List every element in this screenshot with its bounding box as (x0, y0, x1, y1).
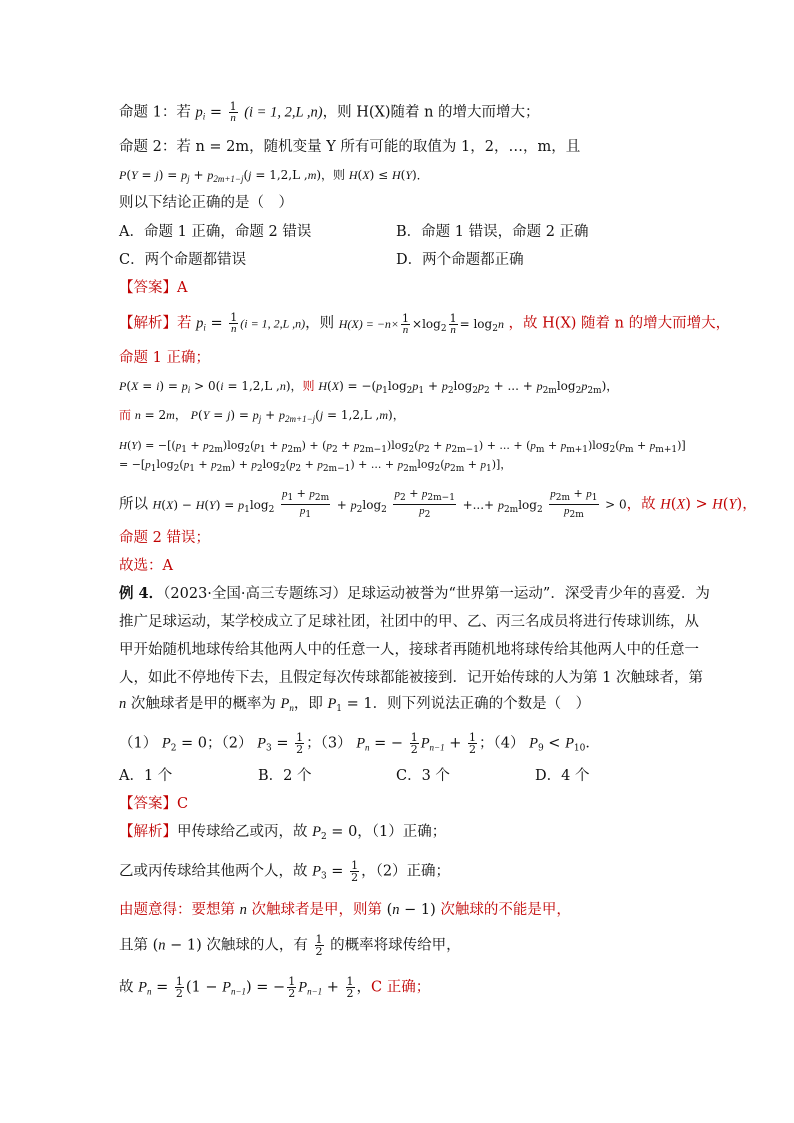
proposition-1: 命题 1：若 $p_i$ = $\frac{1}{n}$ (i = 1, 2,L ,n)，则 H(X)随着 n 的增大而增大； (119, 100, 540, 124)
analysis-1-line-9: 故选：A (119, 558, 173, 574)
option-b: B．命题 1 错误，命题 2 正确 (396, 224, 589, 240)
answer-2: 【答案】C (119, 796, 189, 812)
example-4-option-c: C．3 个 (396, 768, 450, 784)
example-4-line-3: 甲开始随机地球传给其他两人中的任意一人，接球者再随机地将球传给其他两人中的任意一 (119, 642, 699, 658)
option-c: C．两个命题都错误 (119, 252, 247, 268)
example-4-option-b: B．2 个 (258, 768, 312, 784)
analysis-1-line-8: 命题 2 错误； (119, 530, 210, 546)
example-4-line-2: 推广足球运动，某学校成立了足球社团，社团中的甲、乙、丙三名成员将进行传球训练，从 (119, 614, 699, 630)
analysis-1-line-7: 所以 $H(X) - H(Y) = p_1\log_2$ $\frac{p_1 + p_{2m}}{p_1}$ + $p_2\log_2$ $\frac{p_2 + p_{2m-1}}{p_2}$ +...+ $p_{2m}\log_2$ $\frac{p_{2m} + p_1}{p_{2m}}$ > 0，故 H(X) > H(Y)， (119, 487, 757, 520)
option-row-1 (119, 222, 311, 242)
example-4-line-1: 例 4．（2023·全国·高三专题练习）足球运动被誉为“世界第一运动”．深受青少年的喜爱．为 (119, 585, 710, 602)
analysis-1-line-2: 命题 1 正确； (119, 350, 210, 366)
question-text: 则以下结论正确的是（ ） (119, 195, 293, 211)
example-4-option-a: A．1 个 (119, 768, 173, 784)
analysis-2-line-1: 【解析】甲传球给乙或丙，故 $P_2 = 0$，（1）正确； (119, 824, 447, 842)
analysis-1-line-6: = $-[p_1\log_2(p_1 + p_{2m}) + p_2\log_2(p_2 + p_{2m-1})$ + ... + $p_{2m}\log_2(p_{2m} + p_1)$]， (119, 458, 512, 474)
analysis-1-line-3: $P(X = i) = p_i > 0(i = 1,2,L$ ,n)，则 $H(X) = -(p_1\log_2p_1 + p_2\log_2p_2$ + ... + $p_{2m}\log_2p_{2m}$)， (119, 379, 619, 396)
example-4-line-5: n 次触球者是甲的概率为 $P_n$，即 $P_1 = 1$．则下列说法正确的个数是（ ） (119, 696, 591, 714)
proposition-2-line-2: $P(Y = j) = p_j + p_{2m+1-j}(j = 1,2,L$ ,m)，则 H(X) ≤ H(Y)． (119, 168, 429, 184)
example-4-statements: （1） $P_2 = 0$；（2） $P_3$ = $\frac{1}{2}$ ；（3） $P_n$ = − $\frac{1}{2}$ $P_{n-1}$ + $\frac{1}{2}$ ；（4） $P_9 < P_{10}$． (119, 731, 600, 756)
analysis-2-line-2: 乙或丙传球给其他两个人，故 $P_3$ = $\frac{1}{2}$ ，（2）正确； (119, 859, 451, 884)
example-4-line-4: 人，如此不停地传下去，且假定每次传球都能被接到．记开始传球的人为第 1 次触球者，第 (119, 670, 703, 686)
fraction-1-over-n: $\frac{1}{n}$ (229, 100, 237, 124)
proposition-2-line-1: 命题 2：若 n = 2m，随机变量 Y 所有可能的取值为 1，2，…，m，且 (119, 139, 581, 155)
analysis-1-line-5: $H(Y) = -[(p_1 + p_{2m})\log_2(p_1 + p_{2m}) + (p_2 + p_{2m-1})\log_2(p_2 + p_{2m-1})$ + ... + $(p_m + p_{m+1})\log_2(p_m + p_{m+1})$] (119, 439, 686, 455)
analysis-2-line-5: 故 $P_n$ = $\frac{1}{2}$ $(1 - P_{n-1})$ = − $\frac{1}{2}$ $P_{n-1}$ + $\frac{1}{2}$ ，C 正确； (119, 975, 431, 1000)
option-a: A．命题 1 正确，命题 2 错误 (119, 224, 312, 240)
analysis-1-line-4: 而 n = 2m， $P(Y = j) = p_j + p_{2m+1-j}(j = 1,2,L$ ,m)， (119, 408, 405, 424)
answer-1: 【答案】A (119, 280, 188, 296)
example-4-option-d: D．4 个 (535, 768, 590, 784)
analysis-1-line-1: 【解析】若 $p_i$ = $\frac{1}{n}$ (i = 1, 2,L ,n)，则 H(X) = −n× $\frac{1}{n}$ $\times\log_2$ $\frac{1}{n}$ = $\log_2n$ ，故 H(X) 随着 n 的增大而增大， (119, 311, 731, 336)
analysis-2-line-3: 由题意得：要想第 n 次触球者是甲，则第 (n − 1) 次触球的不能是甲， (119, 902, 571, 918)
option-d: D．两个命题都正确 (396, 252, 524, 268)
analysis-2-line-4: 且第 (n − 1) 次触球的人，有 $\frac{1}{2}$ 的概率将球传给甲， (119, 933, 461, 958)
